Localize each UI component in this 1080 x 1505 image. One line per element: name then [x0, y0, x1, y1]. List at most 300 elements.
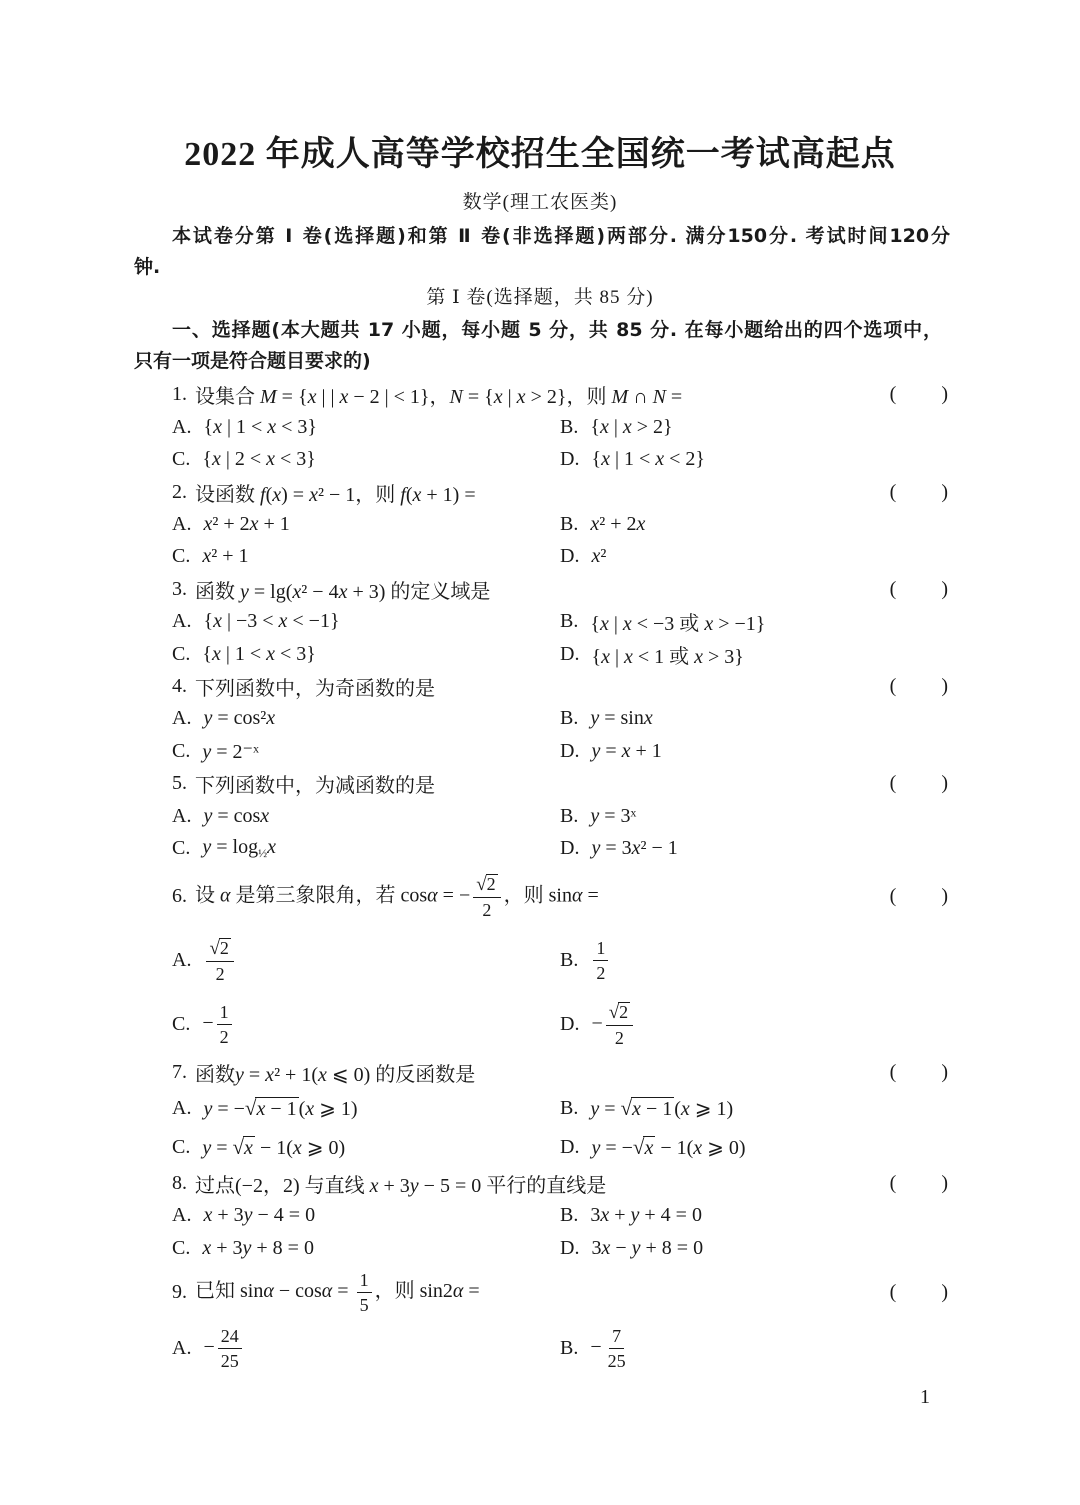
option-content	[203, 707, 275, 730]
question-3-option-B	[560, 607, 948, 636]
math-variable: x	[644, 1137, 654, 1160]
math-variable: x	[601, 1236, 611, 1259]
option-label: A.	[172, 1097, 192, 1120]
instructions-line: 钟.	[134, 256, 161, 278]
radical-sign: √	[608, 1001, 620, 1023]
question-5-option-C	[172, 836, 560, 861]
math-variable: x	[202, 1236, 212, 1259]
math-variable: M	[611, 386, 629, 409]
math-text: 函数y = x² + 1(x ⩽ 0) 的反函数是	[195, 1064, 476, 1087]
square-root	[476, 873, 497, 896]
math-text: y = log	[202, 835, 259, 858]
math-variable: x	[244, 1137, 253, 1160]
option-content	[590, 513, 645, 536]
options-row	[172, 444, 948, 476]
math-variable: x	[601, 448, 610, 471]
part-heading: 第 Ⅰ 卷(选择题，共 85 分)	[426, 287, 654, 308]
question-6-option-C	[172, 1001, 560, 1048]
question-5-option-A	[172, 805, 560, 828]
math-text: x² + 2x	[590, 513, 646, 536]
math-variable: y	[590, 804, 600, 827]
exam-instructions	[134, 221, 950, 283]
math-variable: x	[631, 836, 641, 859]
question-stem-row	[172, 767, 948, 799]
question-8-option-C	[172, 1237, 560, 1260]
math-text: y =	[590, 1098, 621, 1121]
option-content	[203, 937, 236, 985]
section-heading-line: 只有一项是符合题目要求的)	[134, 350, 371, 372]
math-variable: y	[242, 1236, 252, 1259]
question-4	[172, 670, 948, 767]
question-number: 6.	[172, 885, 187, 908]
fraction-numerator	[218, 1325, 242, 1349]
square-root	[621, 1096, 675, 1121]
math-text: 1	[219, 1002, 229, 1023]
question-stem-row	[172, 865, 948, 929]
question-stem	[195, 873, 886, 921]
math-text: − 1(x ⩾ 0)	[254, 1137, 346, 1160]
math-variable: x	[211, 448, 221, 471]
math-text: {x | x < 1 或 x > 3}	[591, 645, 744, 668]
exam-subject: 数学(理工农医类)	[462, 192, 618, 213]
option-content	[203, 805, 269, 828]
question-7-option-D	[560, 1135, 948, 1160]
radicand	[243, 1136, 255, 1159]
math-text: {x | x > 2}	[590, 415, 673, 438]
math-variable: α	[571, 884, 583, 907]
question-number: 7.	[172, 1061, 187, 1084]
radical-sign: √	[620, 1096, 633, 1121]
section-heading-line: 一、选择题(本大题共 17 小题，每小题 5 分，共 85 分. 在每小题给出的四个选项中，	[172, 319, 942, 341]
answer-bracket: ( )	[889, 675, 948, 697]
fraction-denominator	[612, 1026, 627, 1049]
math-text: 1	[359, 1269, 369, 1290]
section-heading	[134, 315, 942, 377]
question-7-option-B	[560, 1096, 948, 1121]
math-variable: x	[599, 613, 609, 636]
fraction	[218, 1325, 242, 1372]
option-label: B.	[560, 707, 579, 730]
math-text: (x ⩾ 1)	[298, 1098, 358, 1121]
math-variable: x	[704, 613, 714, 636]
answer-bracket: ( )	[889, 383, 948, 406]
option-content	[590, 805, 636, 828]
options-row	[172, 606, 948, 638]
page-number: 1	[920, 1386, 930, 1408]
question-7	[172, 1057, 948, 1167]
math-text: 2	[596, 963, 606, 984]
math-variable: x	[272, 483, 282, 506]
math-text: {x | x < −3 或 x > −1}	[590, 613, 766, 636]
option-label: B.	[560, 1097, 579, 1120]
math-variable: x	[599, 415, 609, 438]
math-variable: x	[643, 707, 653, 730]
question-6-option-B	[560, 937, 948, 984]
exam-title: 2022 年成人高等学校招生全国统一考试高起点	[184, 136, 896, 173]
square-root	[233, 1135, 255, 1160]
question-1	[172, 379, 948, 476]
option-content	[202, 545, 248, 568]
option-label: C.	[172, 1236, 191, 1259]
option-label: D.	[560, 1013, 580, 1036]
option-label: B.	[560, 415, 579, 438]
math-text: 设集合 M = {x | | x − 2 | < 1}，N = {x | x > 2}，则 M ∩ N =	[195, 386, 683, 409]
math-text: 下列函数中，为奇函数的是	[195, 678, 435, 700]
math-text: −	[591, 1012, 603, 1035]
math-text: 25	[607, 1350, 626, 1371]
math-text: 5	[359, 1294, 369, 1315]
math-text	[267, 836, 276, 858]
math-variable: α	[263, 1279, 274, 1302]
question-number: 4.	[172, 675, 187, 697]
math-variable: x	[203, 513, 213, 536]
option-label: D.	[560, 1136, 580, 1159]
question-stem	[195, 1269, 886, 1316]
options-row	[172, 993, 948, 1057]
option-content	[203, 1096, 357, 1121]
math-variable: x	[266, 448, 276, 471]
math-variable: x	[693, 1137, 703, 1160]
radical-sign: √	[232, 1135, 245, 1160]
answer-bracket: ( )	[889, 1280, 948, 1303]
math-variable: x	[309, 483, 318, 506]
options-row	[172, 1232, 948, 1264]
question-9-option-B	[560, 1325, 948, 1372]
option-label: C.	[172, 739, 191, 762]
math-text: 设 α 是第三象限角，若 cosα = −	[195, 884, 471, 907]
question-stem-row	[172, 379, 948, 411]
math-variable: x	[203, 1204, 213, 1227]
question-4-option-D	[560, 740, 948, 763]
math-variable: α	[220, 884, 231, 907]
option-content	[202, 448, 316, 471]
option-content	[202, 643, 316, 666]
question-8-option-A	[172, 1204, 560, 1227]
math-text: y = −	[203, 1098, 245, 1121]
option-label: A.	[172, 804, 192, 827]
question-2-option-D	[560, 545, 948, 568]
math-text: −	[203, 1335, 215, 1358]
fraction-denominator	[218, 1349, 242, 1372]
question-5	[172, 767, 948, 864]
option-label: A.	[172, 949, 192, 972]
radical-sign: √	[209, 937, 220, 959]
math-variable: x	[622, 415, 632, 438]
question-number: 5.	[172, 772, 187, 795]
option-content	[202, 1135, 345, 1160]
question-6-option-A	[172, 937, 560, 985]
square-root	[633, 1135, 655, 1160]
fraction-denominator	[357, 1293, 372, 1316]
math-variable: f	[260, 483, 266, 506]
math-text: ，则 sinα =	[503, 884, 599, 907]
option-content	[203, 1325, 244, 1372]
math-variable: x	[318, 1064, 327, 1087]
math-variable: x	[412, 483, 422, 506]
options-row	[172, 832, 948, 864]
question-stem	[195, 380, 886, 409]
option-label: D.	[560, 642, 580, 665]
question-1-option-D	[560, 448, 948, 471]
radicand: x − 1	[256, 1098, 297, 1121]
math-variable: x	[623, 645, 633, 668]
math-variable: x	[267, 415, 277, 438]
math-variable: y	[631, 1236, 641, 1259]
question-3-option-A	[172, 610, 560, 633]
option-content	[591, 545, 606, 568]
math-text: y = x + 1	[591, 739, 662, 762]
math-variable: y	[202, 835, 212, 858]
question-number: 1.	[172, 383, 187, 406]
math-variable: x	[260, 804, 270, 827]
math-text: {x | 1 < x < 3}	[202, 642, 316, 665]
option-content	[590, 1204, 702, 1227]
math-variable: x	[591, 545, 601, 568]
math-text: 2	[219, 1027, 229, 1048]
math-variable: y	[203, 804, 213, 827]
answer-bracket: ( )	[889, 577, 948, 600]
radicand: 2	[486, 873, 496, 894]
question-5-option-B	[560, 805, 948, 828]
question-stem	[195, 1169, 886, 1198]
math-variable: y	[202, 1137, 212, 1160]
option-label: C.	[172, 1013, 191, 1036]
option-content	[202, 1237, 314, 1260]
question-stem-row	[172, 1057, 948, 1089]
option-content	[203, 513, 289, 536]
math-variable: x	[256, 1098, 266, 1121]
options-row	[172, 508, 948, 540]
math-variable: x	[265, 1064, 275, 1087]
option-content	[591, 740, 661, 763]
fraction-denominator	[479, 898, 494, 921]
square-root	[609, 1001, 630, 1024]
math-text: 7	[612, 1325, 622, 1346]
option-content	[202, 1001, 234, 1048]
question-stem	[195, 769, 886, 798]
radicand	[643, 1136, 655, 1159]
answer-bracket: ( )	[889, 1061, 948, 1084]
question-3-option-C	[172, 643, 560, 666]
question-8-option-B	[560, 1204, 948, 1227]
options-row	[172, 1199, 948, 1231]
math-variable: x	[266, 642, 276, 665]
question-1-option-A	[172, 416, 560, 439]
option-content	[591, 1135, 745, 1160]
math-variable: x	[213, 610, 222, 633]
fraction	[605, 1325, 629, 1372]
options-row	[172, 541, 948, 573]
question-1-option-C	[172, 448, 560, 471]
answer-bracket: ( )	[889, 772, 948, 795]
question-4-option-A	[172, 707, 560, 730]
option-label: B.	[560, 1204, 579, 1227]
math-variable: N	[449, 386, 463, 409]
option-label: C.	[172, 642, 191, 665]
math-text: 3x − y + 8 = 0	[591, 1236, 704, 1259]
radical-sign: √	[244, 1096, 257, 1121]
math-text: 25	[220, 1350, 239, 1371]
fraction	[206, 937, 233, 985]
math-variable: N	[652, 386, 666, 409]
fraction-denominator	[217, 1025, 232, 1048]
math-variable: f	[400, 483, 406, 506]
question-stem-row	[172, 670, 948, 702]
math-variable: x	[213, 415, 222, 438]
fraction	[217, 1001, 232, 1048]
option-label: C.	[172, 1136, 191, 1159]
math-variable: x	[211, 642, 221, 665]
math-variable: x	[655, 448, 665, 471]
question-9	[172, 1264, 948, 1376]
fraction	[593, 937, 608, 984]
math-text: y = 3x² − 1	[591, 836, 678, 859]
math-text: 已知 sinα − cosα =	[195, 1279, 354, 1302]
math-variable: M	[260, 386, 277, 409]
fraction-numerator	[609, 1325, 624, 1349]
math-text: y = 2⁻ˣ	[202, 740, 259, 763]
math-text: −	[590, 1335, 602, 1358]
math-variable: y	[202, 740, 212, 763]
math-text: 2	[614, 1027, 624, 1048]
question-stem-row	[172, 1167, 948, 1199]
math-variable: y	[243, 1204, 253, 1227]
option-label: C.	[172, 836, 191, 859]
question-2	[172, 476, 948, 573]
radical-sign: √	[476, 873, 487, 895]
math-variable: x	[600, 1204, 610, 1227]
math-variable: x	[202, 545, 212, 568]
option-content	[590, 937, 611, 984]
math-text: {x | −3 < x < −1}	[203, 610, 340, 633]
question-stem-row	[172, 476, 948, 508]
options-row	[172, 1089, 948, 1128]
fraction-numerator	[206, 937, 233, 962]
option-label: D.	[560, 739, 580, 762]
radicand: 2	[219, 937, 229, 958]
math-text: 2	[482, 899, 492, 920]
option-content	[591, 448, 705, 471]
math-variable: x	[339, 386, 349, 409]
square-root	[209, 937, 230, 960]
math-text: 1	[596, 938, 606, 959]
option-label: D.	[560, 545, 580, 568]
math-variable: x	[493, 386, 503, 409]
question-8	[172, 1167, 948, 1264]
math-variable: y	[235, 1064, 244, 1087]
math-variable: x	[278, 610, 288, 633]
option-content	[203, 416, 317, 439]
math-variable: x	[292, 580, 302, 603]
math-variable: x	[694, 645, 704, 668]
question-2-option-A	[172, 513, 560, 536]
option-label: A.	[172, 707, 192, 730]
math-text: 过点(−2，2) 与直线 x + 3y − 5 = 0 平行的直线是	[195, 1174, 607, 1197]
math-text: y =	[202, 1137, 233, 1160]
option-content	[202, 836, 276, 861]
math-text: 下列函数中，为减函数的是	[195, 775, 435, 798]
option-label: B.	[560, 1336, 579, 1359]
fraction-numerator	[606, 1001, 633, 1026]
options-row	[172, 929, 948, 993]
math-variable: x	[292, 1137, 302, 1160]
math-text: x + 3y − 4 = 0	[203, 1204, 316, 1227]
option-label: B.	[560, 949, 579, 972]
math-text: y = cos²x	[203, 707, 276, 730]
math-text: (x ⩾ 1)	[674, 1098, 734, 1121]
math-text: 设函数 f(x) = x² − 1，则 f(x + 1) =	[195, 483, 476, 506]
question-1-option-B	[560, 416, 948, 439]
question-stem	[195, 672, 886, 701]
fraction-numerator	[357, 1269, 372, 1293]
options-row	[172, 703, 948, 735]
answer-bracket: ( )	[889, 885, 948, 908]
question-5-option-D	[560, 837, 948, 860]
option-content	[203, 1204, 315, 1227]
math-variable: x	[369, 1174, 379, 1197]
radicand: x − 1	[632, 1098, 673, 1121]
math-variable: x	[632, 1098, 641, 1121]
question-4-option-B	[560, 707, 948, 730]
question-8-option-D	[560, 1237, 948, 1260]
math-variable: x	[516, 386, 526, 409]
question-number: 9.	[172, 1280, 187, 1303]
option-label: A.	[172, 1336, 192, 1359]
option-label: B.	[560, 804, 579, 827]
option-label: A.	[172, 1204, 192, 1227]
radicand: 2	[619, 1001, 629, 1022]
math-variable: y	[590, 1098, 600, 1121]
question-3-option-D	[560, 640, 948, 669]
math-text: {x | 1 < x < 2}	[591, 448, 706, 471]
option-content	[590, 707, 652, 730]
math-text: 2	[215, 963, 225, 984]
option-content	[591, 640, 743, 669]
option-label: C.	[172, 448, 191, 471]
option-label: B.	[560, 610, 579, 633]
question-stem	[195, 575, 886, 604]
square-root	[245, 1096, 299, 1121]
math-variable: x	[590, 513, 600, 536]
question-number: 2.	[172, 480, 187, 503]
question-list	[172, 379, 948, 1376]
math-variable: y	[591, 836, 601, 859]
math-text: y = −	[591, 1137, 633, 1160]
option-label: D.	[560, 448, 580, 471]
radical-sign: √	[632, 1135, 645, 1160]
math-text: y = sinx	[590, 707, 653, 730]
math-variable: y	[590, 707, 600, 730]
option-content	[591, 1237, 703, 1260]
math-variable: x	[266, 707, 276, 730]
answer-bracket: ( )	[889, 1171, 948, 1194]
math-text: −	[202, 1012, 214, 1035]
options-row	[172, 735, 948, 767]
question-4-option-C	[172, 739, 560, 764]
math-variable: α	[452, 1279, 464, 1302]
fraction	[357, 1269, 372, 1316]
math-text: 函数 y = lg(x² − 4x + 3) 的定义域是	[195, 580, 491, 603]
options-row	[172, 1320, 948, 1376]
math-text: x² + 2x + 1	[203, 513, 290, 536]
math-variable: x	[305, 1098, 315, 1121]
question-7-option-C	[172, 1135, 560, 1160]
option-content	[591, 837, 677, 860]
math-variable: y	[591, 1137, 601, 1160]
option-content	[591, 1001, 636, 1049]
answer-bracket: ( )	[889, 480, 948, 503]
math-text: y = 3ˣ	[590, 804, 637, 827]
